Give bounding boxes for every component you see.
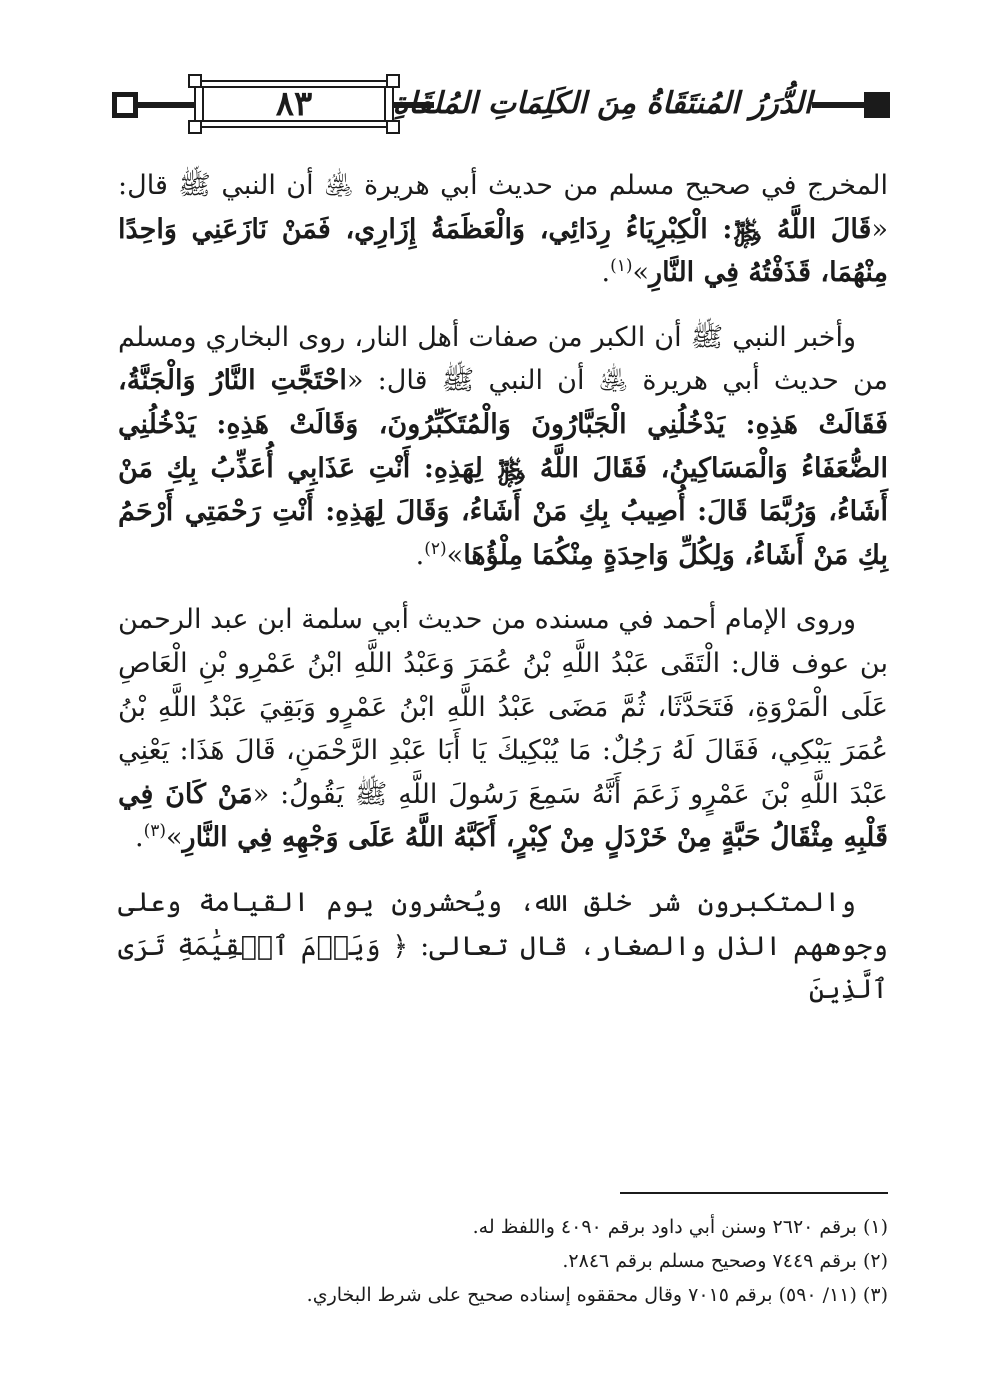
narrative-text: .: [601, 257, 611, 289]
paragraph: [118, 316, 888, 578]
header-square-right: [864, 92, 890, 118]
narrative-text: .: [135, 822, 144, 854]
narrative-text: وروى الإمام أحمد في مسنده من حديث أبي سلمة ابن عبد الرحمن بن عوف قال: الْتَقَى عَبْدُ اللَّهِ بْنُ عُمَرَ وَعَبْدُ اللَّهِ ابْنُ عَمْرِو بْنِ الْعَاصِ عَلَى الْمَرْوَةِ، فَتَحَدَّثَا، ثُمَّ مَضَى عَبْدُ اللَّهِ ابْنُ عَمْرٍو وَبَقِيَ عَبْدُ اللَّهِ بْنُ عُمَرَ يَبْكِي، فَقَالَ لَهُ رَجُلٌ: مَا يُبْكِيكَ يَا أَبَا عَبْدِ الرَّحْمَنِ، قَالَ هَذَا: يَعْنِي عَبْدَ اللَّهِ بْنَ عَمْرٍو زَعَمَ أَنَّهُ سَمِعَ رَسُولَ اللَّهِ ﷺ يَقُولُ: «: [118, 604, 888, 810]
hadith-text: مَنْ كَانَ فِي قَلْبِهِ مِثْقَالُ حَبَّةٍ مِنْ خَرْدَلٍ مِنْ كِبْرٍ، أَكَبَّهُ اللَّهُ عَلَى وَجْهِهِ فِي النَّارِ: [118, 778, 888, 854]
page-header: [112, 78, 890, 132]
footnote: (١) برقم ٢٦٢٠ وسنن أبي داود برقم ٤٠٩٠ واللفظ له.: [472, 1216, 888, 1238]
header-rule-left: [136, 102, 196, 108]
narrative-text: »: [632, 257, 650, 289]
footnote-reference: (٣): [143, 821, 167, 842]
narrative-text: »: [166, 822, 183, 854]
hadith-text: احْتَجَّتِ النَّارُ وَالْجَنَّةُ، فَقَالَتْ هَذِهِ: يَدْخُلُنِي الْجَبَّارُونَ وَالْمُتَكَبِّرُونَ، وَقَالَتْ هَذِهِ: يَدْخُلُنِي الضُّعَفَاءُ وَالْمَسَاكِينُ، فَقَالَ اللَّهُ ﷿ لِهَذِهِ: أَنْتِ عَذَابِي أُعَذِّبُ بِكِ مَنْ أَشَاءُ، وَرُبَّمَا قَالَ: أُصِيبُ بِكِ مَنْ أَشَاءُ، وَقَالَ لِهَذِهِ: أَنْتِ رَحْمَتِي أَرْحَمُ بِكِ مَنْ أَشَاءُ، وَلِكُلِّ وَاحِدَةٍ مِنْكُمَا مِلْؤُهَا: [118, 365, 888, 571]
narrative-text: .: [415, 539, 425, 571]
narrative-text: والمتكبرون شر خلق الله، ويُحشرون يوم القيامة وعلى وجوههم الذل والصغار، قال تعالى: ﴿ وَيَوۡمَ ٱلۡقِيَٰمَةِ تَرَى ٱلَّذِينَ: [118, 886, 888, 1006]
narrative-text: وأخبر النبي ﷺ أن الكبر من صفات أهل النار، روى البخاري ومسلم من حديث أبي هريرة ﵁ أن النبي ﷺ قال: «: [118, 321, 888, 397]
footnotes: [118, 1210, 888, 1312]
main-text: [118, 164, 888, 1033]
footnote: (٢) برقم ٧٤٤٩ وصحيح مسلم برقم ٢٨٤٦.: [562, 1250, 888, 1272]
footnote-separator: [620, 1192, 888, 1194]
hadith-text: قَالَ اللَّهُ ﷿: الْكِبْرِيَاءُ رِدَائِي، وَالْعَظَمَةُ إِزَارِي، فَمَنْ نَازَعَنِي وَاحِدًا مِنْهُمَا، قَذَفْتُهُ فِي النَّارِ: [118, 213, 888, 289]
page-number: ٨٣: [275, 84, 313, 124]
paragraph: [118, 881, 888, 1012]
running-title: الدُّرَرُ المُنتَقَاةُ مِنَ الكَلِمَاتِ المُلقَاةِ: [392, 86, 812, 121]
header-rule-right: [812, 102, 866, 108]
paragraph: [118, 164, 888, 295]
footnote-reference: (١): [610, 256, 633, 277]
narrative-text: »: [446, 539, 464, 571]
paragraph: [118, 598, 888, 860]
footnote-reference: (٢): [424, 538, 447, 559]
header-square-left: [112, 92, 138, 118]
page-number-frame: [194, 80, 394, 128]
footnote: (٣) (١١/ ٥٩٠) برقم ٧٠١٥ وقال محققوه إسناده صحيح على شرط البخاري.: [306, 1284, 888, 1306]
narrative-text: المخرج في صحيح مسلم من حديث أبي هريرة ﵁ أن النبي ﷺ قال: «: [118, 170, 888, 245]
